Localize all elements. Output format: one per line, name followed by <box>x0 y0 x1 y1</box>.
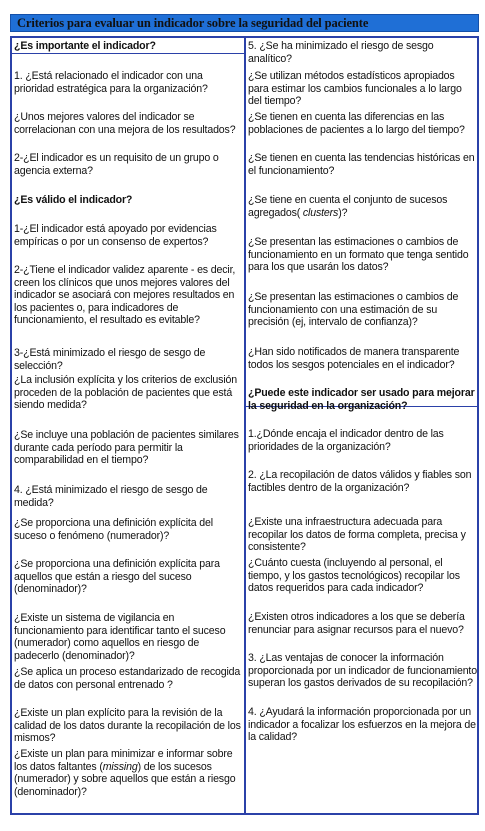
criterion-item: 3. ¿Las ventajas de conocer la información proporcionada por un indicador de funcionamiento superan los gastos derivados de su recopilación? <box>248 652 477 690</box>
criterion-item: ¿Se incluye una población de pacientes similares durante cada período para permitir la comparabilidad en el tiempo? <box>14 429 239 467</box>
criterion-item: ¿Se presentan las estimaciones o cambios de funcionamiento con una estimación de su precisión (ej, intervalo de confianza)? <box>248 291 459 329</box>
column-divider <box>244 38 246 813</box>
criterion-item: ¿Existe un sistema de vigilancia en funcionamiento para identificar tanto el suceso (numerador) como aquellos en riesgo de padecerlo (denominador)? <box>14 612 226 662</box>
criterion-item: ¿Se proporciona una definición explícita para aquellos que están a riesgo del suceso (denominador)? <box>14 558 220 596</box>
criterion-item: 5. ¿Se ha minimizado el riesgo de sesgo analítico? <box>248 40 434 65</box>
criterion-item: ¿Se utilizan métodos estadísticos apropiados para estimar los cambios funcionales a lo largo del tiempo? <box>248 70 462 108</box>
section-heading: ¿Es importante el indicador? <box>14 40 156 52</box>
section-heading: ¿Es válido el indicador? <box>14 194 133 206</box>
criterion-item: 2. ¿La recopilación de datos válidos y fiables son factibles dentro de la organización? <box>248 469 472 494</box>
criterion-item: ¿Existe un plan para minimizar e informar sobre los datos faltantes (missing) de los sucesos (numerador) y sobre aquellos que están a riesgo (denominador)? <box>14 748 236 798</box>
criterion-item: ¿Se presentan las estimaciones o cambios de funcionamiento en un formato que tenga sentido para los que usarán los datos? <box>248 236 469 274</box>
criterion-item: ¿Se tienen en cuenta las tendencias históricas en el funcionamiento? <box>248 152 475 177</box>
criterion-item: 1-¿El indicador está apoyado por evidencias empíricas o por un consenso de expertos? <box>14 223 217 248</box>
document-title: Criterios para evaluar un indicador sobre la seguridad del paciente <box>17 16 369 30</box>
criterion-item: ¿Se tiene en cuenta el conjunto de sucesos agregados( clusters)? <box>248 194 448 219</box>
criterion-item: 1. ¿Está relacionado el indicador con una prioridad estratégica para la organización? <box>14 70 208 95</box>
criterion-item: 4. ¿Está minimizado el riesgo de sesgo de medida? <box>14 484 208 509</box>
criterion-item: 4. ¿Ayudará la información proporcionada por un indicador a focalizar los esfuerzos en la mejora de la calidad? <box>248 706 476 744</box>
criterion-item: ¿Se tienen en cuenta las diferencias en las poblaciones de pacientes a lo largo del tiempo? <box>248 111 465 136</box>
criterion-item: ¿La inclusión explícita y los criterios de exclusión proceden de la población de pacientes que está siendo medida? <box>14 374 238 412</box>
criteria-table <box>10 36 479 815</box>
criterion-item: ¿Existe un plan explícito para la revisión de la calidad de los datos durante la recopilación de los mismos? <box>14 707 241 745</box>
italic-term: clusters <box>302 206 339 219</box>
criterion-item: ¿Han sido notificados de manera transparente todos los sesgos potenciales en el indicador? <box>248 346 460 371</box>
criterion-item: 1.¿Dónde encaja el indicador dentro de las prioridades de la organización? <box>248 428 444 453</box>
criterion-item: ¿Unos mejores valores del indicador se correlacionan con una mejora de los resultados? <box>14 111 236 136</box>
criterion-item: 2-¿Tiene el indicador validez aparente - es decir, creen los clínicos que unos mejores valores del indicador se asociará con mejores resultados en los pacientes o, para indicadores de funcionamiento, el resultado es evitable? <box>14 264 236 327</box>
criterion-item: ¿Se aplica un proceso estandarizado de recogida de datos con personal entrenado ? <box>14 666 241 691</box>
section-heading: ¿Puede este indicador ser usado para mejorar la seguridad en la organización? <box>248 387 475 412</box>
criterion-item: ¿Existen otros indicadores a los que se debería renunciar para asignar recursos para el nuevo? <box>248 611 465 636</box>
criterion-item: 2-¿El indicador es un requisito de un grupo o agencia externa? <box>14 152 219 177</box>
criterion-item: ¿Se proporciona una definición explícita del suceso o fenómeno (numerador)? <box>14 517 213 542</box>
italic-term: missing <box>102 760 138 773</box>
title-bar <box>10 14 479 32</box>
header-underline <box>12 53 244 54</box>
criterion-item: ¿Cuánto cuesta (incluyendo al personal, el tiempo, y los gastos tecnológicos) recopilar los datos requeridos para cada indicador? <box>248 557 460 595</box>
criterion-item: ¿Existe una infraestructura adecuada para recopilar los datos de forma completa, precisa y consistente? <box>248 516 466 554</box>
criterion-item: 3-¿Está minimizado el riesgo de sesgo de selección? <box>14 347 206 372</box>
